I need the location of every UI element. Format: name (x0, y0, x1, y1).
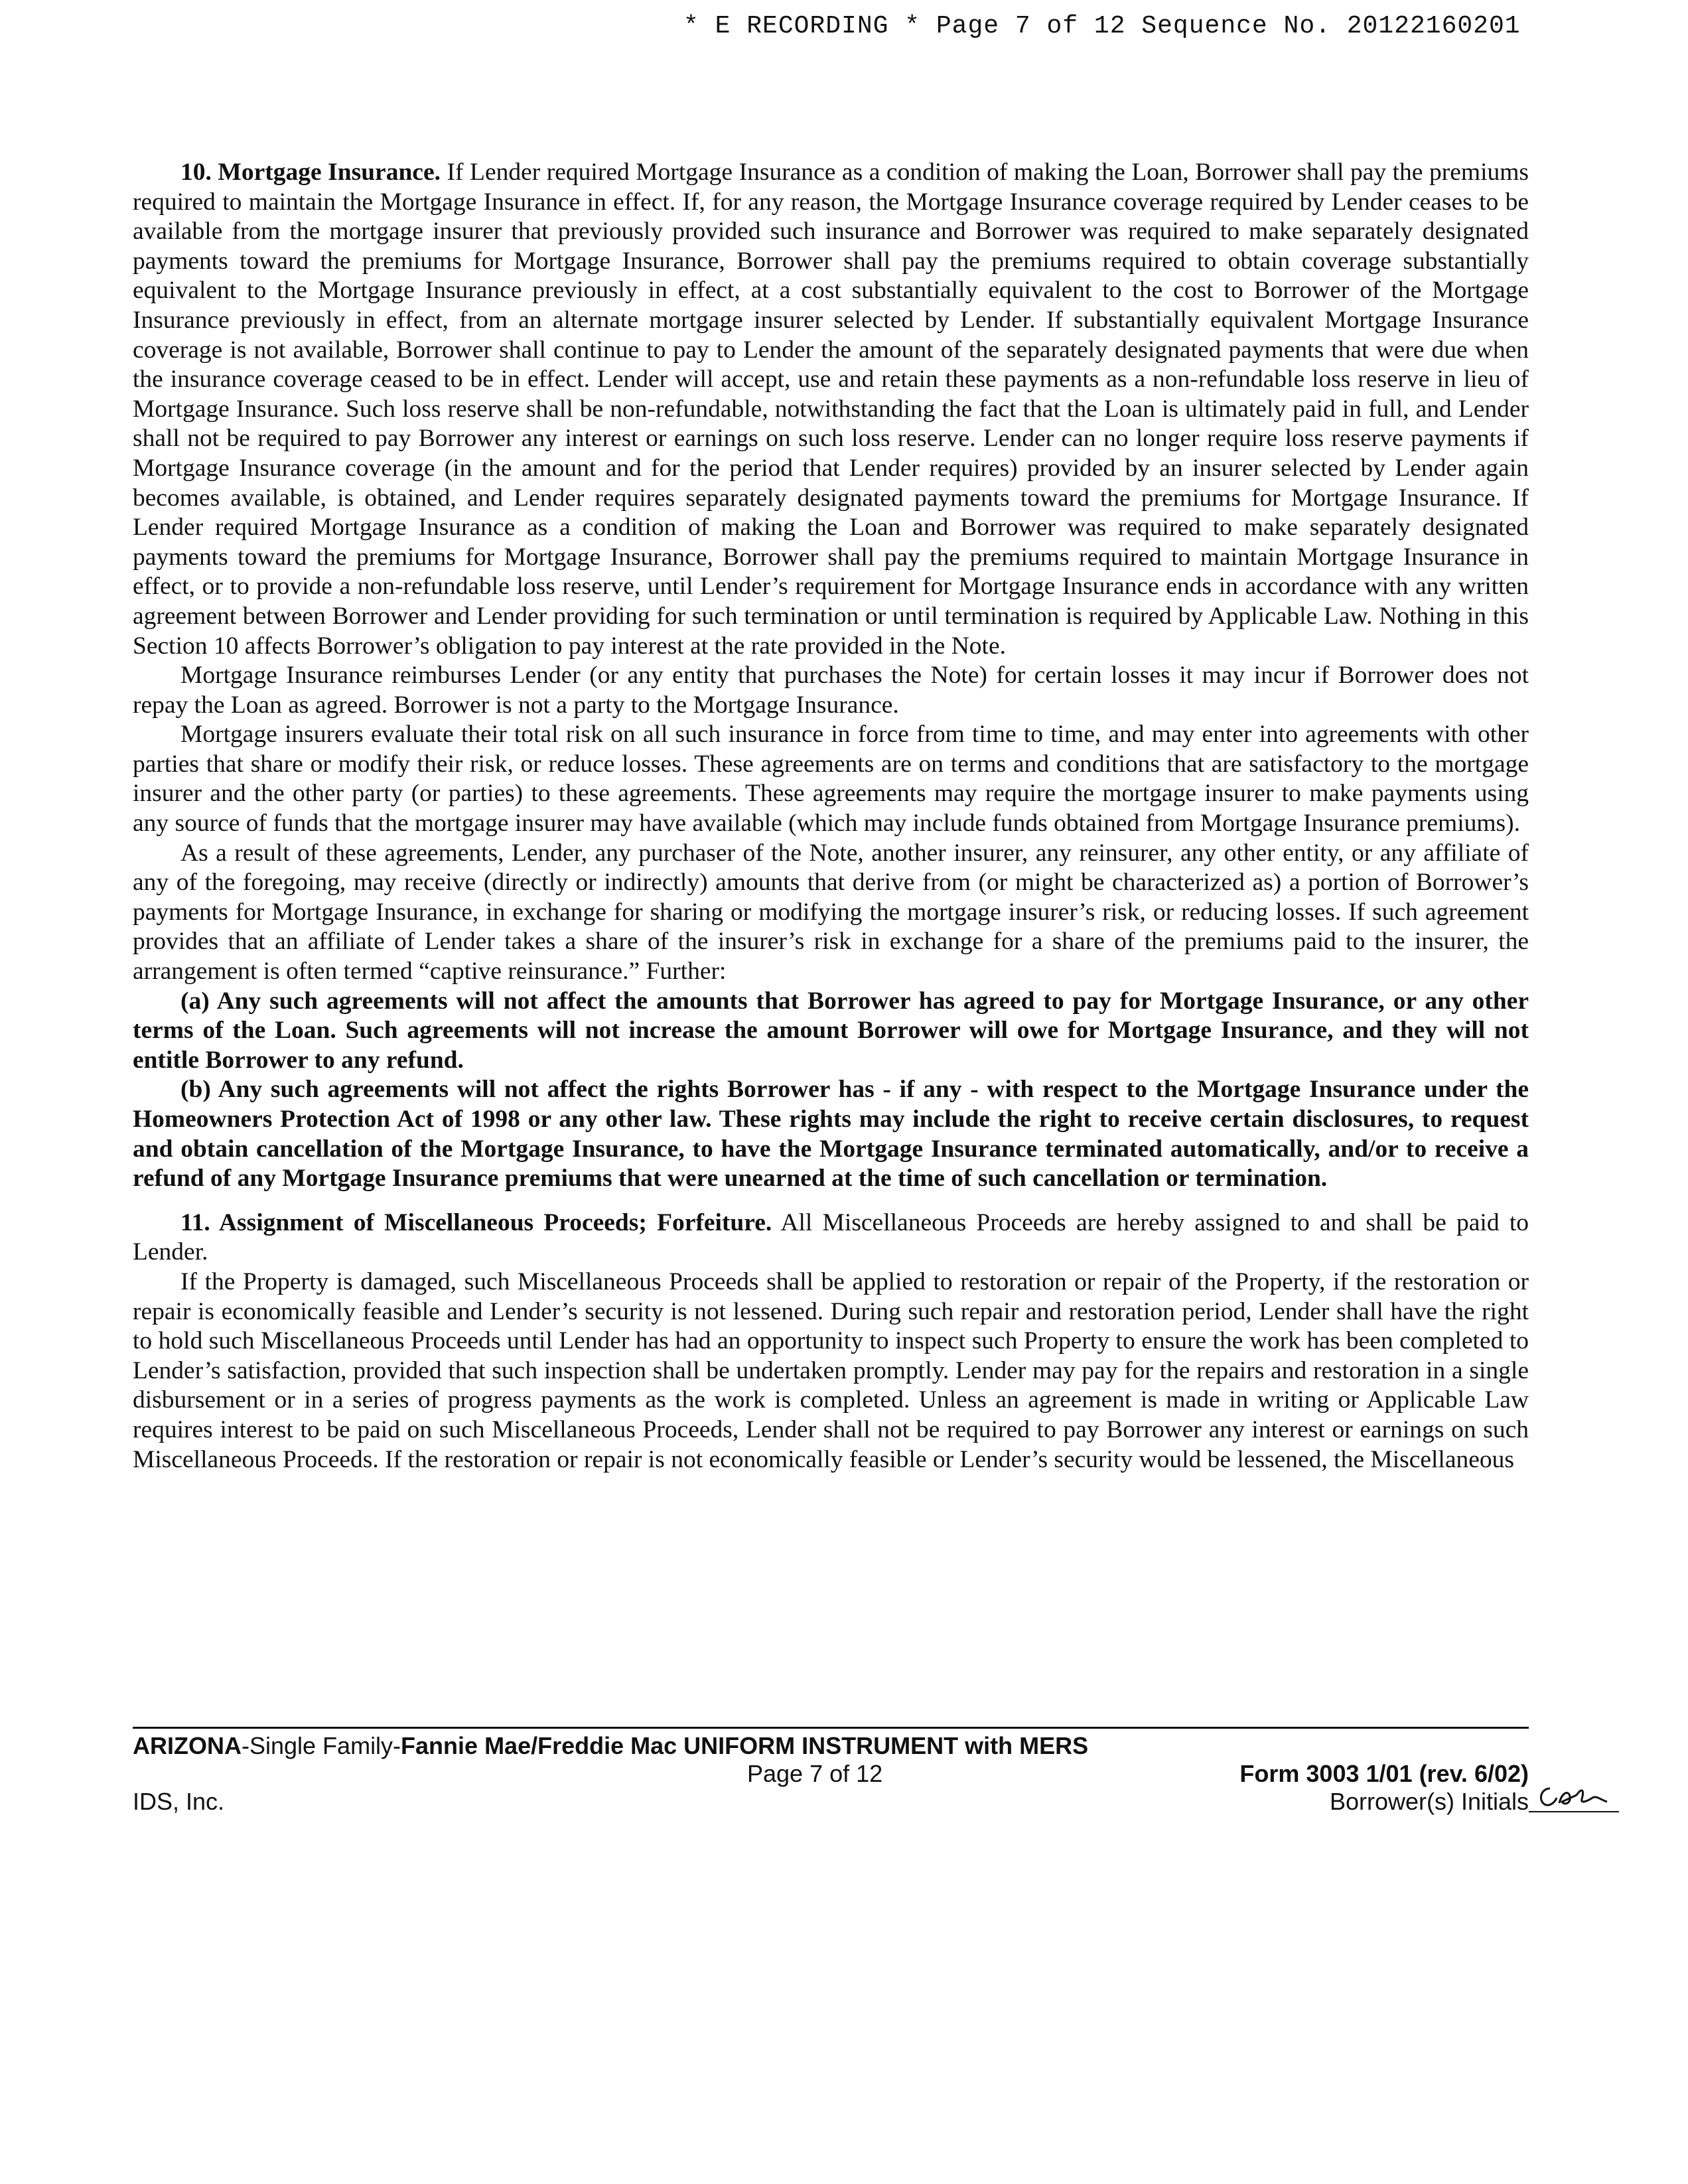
footer-page-number: Page 7 of 12 (747, 1760, 883, 1787)
footer-form-number: Form 3003 1/01 (rev. 6/02) (1239, 1760, 1529, 1787)
footer-row-3 (133, 1788, 1529, 1816)
section-11-paragraph-1 (133, 1208, 1529, 1268)
footer-instrument-title (133, 1733, 1088, 1759)
page-footer (133, 1727, 1529, 1816)
section-10-clause-a: (a) Any such agreements will not affect the amounts that Borrower has agreed to pay for Mortgage Insurance, or any other terms of the Loan. Such agreements will not increase the amount Borrower will owe for Mortgage Insurance, and they will not entitle Borrower to any refund. (133, 987, 1529, 1074)
footer-divider (133, 1727, 1529, 1729)
section-10-paragraph-4: As a result of these agreements, Lender, any purchaser of the Note, another insurer, any reinsurer, any other entity, or any affiliate of any of the foregoing, may receive (directly or indirectly) amounts that derive from (or might be characterized as) a portion of Borrower’s payments for Mortgage Insurance, in exchange for sharing or modifying the mortgage insurer’s risk, or reducing losses. If such agreement provides that an affiliate of Lender takes a share of the insurer’s risk in exchange for a share of the premiums paid to the insurer, the arrangement is often termed “captive reinsurance.” Further: (133, 839, 1529, 985)
section-11-paragraph-2: If the Property is damaged, such Miscellaneous Proceeds shall be applied to restoration or repair of the Property, if the restoration or repair is economically feasible and Lender’s security is not lessened. During such repair and restoration period, Lender shall have the right to hold such Miscellaneous Proceeds until Lender has had an opportunity to inspect such Property to ensure the work has been completed to Lender’s satisfaction, provided that such inspection shall be undertaken promptly. Lender may pay for the repairs and restoration in a single disbursement or in a series of progress payments as the work is completed. Unless an agreement is made in writing or Applicable Law requires interest to be paid on such Miscellaneous Proceeds, Lender shall not be required to pay Borrower any interest or earnings on such Miscellaneous Proceeds. If the restoration or repair is not economically feasible or Lender’s security would be lessened, the Miscellaneous (133, 1268, 1529, 1473)
section-11-heading: 11. Assignment of Miscellaneous Proceeds; Forfeiture. (180, 1208, 772, 1236)
footer-state: ARIZONA (133, 1732, 242, 1759)
initials-label: Borrower(s) Initials (1329, 1788, 1529, 1815)
footer-row-1 (133, 1733, 1529, 1761)
footer-family: -Single Family- (242, 1732, 401, 1759)
section-10-heading: 10. Mortgage Insurance. (180, 159, 441, 186)
footer-company: IDS, Inc. (133, 1788, 225, 1815)
recording-header: * E RECORDING * Page 7 of 12 Sequence No. 20122160201 (683, 12, 1521, 40)
initials-blank-line (1539, 1788, 1619, 1812)
section-10-clause-b: (b) Any such agreements will not affect the rights Borrower has - if any - with respect to the Mortgage Insurance under the Homeowners Protection Act of 1998 or any other law. These rights may include the right to receive certain disclosures, to request and obtain cancellation of the Mortgage Insurance, to have the Mortgage Insurance terminated automatically, and/or to receive a refund of any Mortgage Insurance premiums that were unearned at the time of such cancellation or termination. (133, 1076, 1529, 1193)
section-10-paragraph-1 (133, 158, 1529, 661)
footer-instrument: Fannie Mae/Freddie Mac UNIFORM INSTRUMENT with MERS (401, 1732, 1089, 1759)
section-11-text: All Miscellaneous Proceeds are hereby assigned to and shall be paid to Lender. (133, 1208, 1529, 1266)
section-10-paragraph-2: Mortgage Insurance reimburses Lender (or any entity that purchases the Note) for certain losses it may incur if Borrower does not repay the Loan as agreed. Borrower is not a party to the Mortgage Insurance. (133, 662, 1529, 719)
document-body (133, 158, 1529, 1475)
footer-initials (1330, 1788, 1529, 1815)
footer-row-2 (133, 1761, 1529, 1788)
section-10-paragraph-3: Mortgage insurers evaluate their total risk on all such insurance in force from time to time, and may enter into agreements with other parties that share or modify their risk, or reduce losses. These agreements are on terms and conditions that are satisfactory to the mortgage insurer and the other party (or parties) to these agreements. These agreements may require the mortgage insurer to make payments using any source of funds that the mortgage insurer may have available (which may include funds obtained from Mortgage Insurance premiums). (133, 721, 1529, 837)
section-10-text: If Lender required Mortgage Insurance as a condition of making the Loan, Borrower shall pay the premiums required to maintain the Mortgage Insurance in effect. If, for any reason, the Mortgage Insurance coverage required by Lender ceases to be available from the mortgage insurer that previously provided such insurance and Borrower was required to make separately designated payments toward the premiums for Mortgage Insurance, Borrower shall pay the premiums required to obtain coverage substantially equivalent to the Mortgage Insurance previously in effect, at a cost substantially equivalent to the cost to Borrower of the Mortgage Insurance previously in effect, from an alternate mortgage insurer selected by Lender. If substantially equivalent Mortgage Insurance coverage is not available, Borrower shall continue to pay to Lender the amount of the separately designated payments that were due when the insurance coverage ceased to be in effect. Lender will accept, use and retain these payments as a non-refundable loss reserve in lieu of Mortgage Insurance. Such loss reserve shall be non-refundable, notwithstanding the fact that the Loan is ultimately paid in full, and Lender shall not be required to pay Borrower any interest or earnings on such loss reserve. Lender can no longer require loss reserve payments if Mortgage Insurance coverage (in the amount and for the period that Lender requires) provided by an insurer selected by Lender again becomes available, is obtained, and Lender requires separately designated payments toward the premiums for Mortgage Insurance. If Lender required Mortgage Insurance as a condition of making the Loan and Borrower was required to make separately designated payments toward the premiums for Mortgage Insurance, Borrower shall pay the premiums required to maintain Mortgage Insurance in effect, or to provide a non-refundable loss reserve, until Lender’s requirement for Mortgage Insurance ends in accordance with any written agreement between Borrower and Lender providing for such termination or until termination is required by Applicable Law. Nothing in this Section 10 affects Borrower’s obligation to pay interest at the rate provided in the Note. (133, 159, 1529, 660)
